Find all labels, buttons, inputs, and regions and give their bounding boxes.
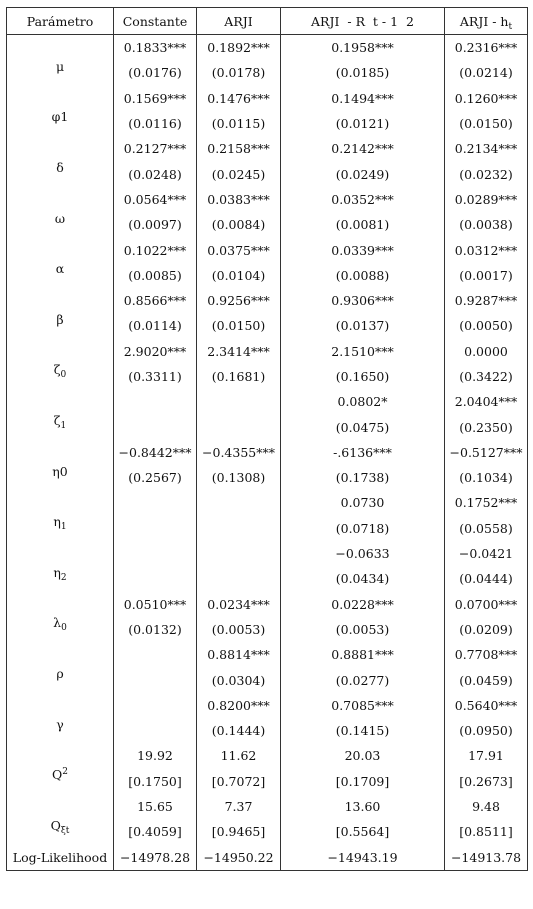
std-error-cell: (0.0121) [281, 111, 445, 136]
std-error-cell: (0.0718) [281, 516, 445, 541]
parameter-cell [7, 642, 114, 693]
table-row [7, 743, 528, 768]
std-error-cell: (0.0214) [445, 60, 528, 85]
estimate-cell: 2.0404*** [445, 389, 528, 414]
std-error-cell [114, 667, 197, 692]
estimate-cell: 0.1476*** [197, 86, 281, 111]
std-error-cell: (0.0050) [445, 313, 528, 338]
std-error-cell: [0.4059] [114, 819, 197, 844]
parameter-cell [7, 389, 114, 440]
parameter-cell [7, 794, 114, 845]
estimate-cell: 0.7085*** [281, 693, 445, 718]
parameter-symbol: μ [55, 58, 65, 74]
std-error-cell: (0.0304) [197, 667, 281, 692]
std-error-cell: (0.0150) [197, 313, 281, 338]
estimate-cell: 13.60 [281, 794, 445, 819]
table-row [7, 35, 528, 61]
estimate-cell: 0.9287*** [445, 288, 528, 313]
estimate-cell: 0.8881*** [281, 642, 445, 667]
std-error-cell: (0.0150) [445, 111, 528, 136]
std-error-cell: (0.0176) [114, 60, 197, 85]
std-error-cell: (0.0097) [114, 212, 197, 237]
std-error-cell: (0.0249) [281, 161, 445, 186]
std-error-cell: (0.0434) [281, 566, 445, 591]
std-error-cell: (0.1681) [197, 364, 281, 389]
std-error-cell: (0.0277) [281, 667, 445, 692]
estimate-cell: 15.65 [114, 794, 197, 819]
std-error-cell [114, 718, 197, 743]
std-error-cell [114, 516, 197, 541]
estimate-cell: 0.0234*** [197, 592, 281, 617]
estimate-cell: 0.0352*** [281, 187, 445, 212]
estimate-cell: 11.62 [197, 743, 281, 768]
std-error-cell: (0.0248) [114, 161, 197, 186]
estimate-cell: −0.4355*** [197, 440, 281, 465]
estimate-cell: 0.0730 [281, 490, 445, 515]
std-error-cell: (0.0558) [445, 516, 528, 541]
std-error-cell: [0.1750] [114, 769, 197, 794]
table-row [7, 136, 528, 161]
estimate-cell: 17.91 [445, 743, 528, 768]
header-constante: Constante [114, 8, 197, 35]
std-error-cell [197, 516, 281, 541]
std-error-cell: [0.9465] [197, 819, 281, 844]
table-row [7, 794, 528, 819]
estimate-cell: 19.92 [114, 743, 197, 768]
std-error-cell: (0.0104) [197, 263, 281, 288]
estimate-cell [197, 490, 281, 515]
estimate-cell: 0.9256*** [197, 288, 281, 313]
parameter-cell [7, 490, 114, 541]
table-row [7, 440, 528, 465]
parameter-symbol: η0 [52, 463, 68, 479]
estimate-cell [114, 490, 197, 515]
estimate-cell: 0.0000 [445, 339, 528, 364]
estimate-cell: −0.8442*** [114, 440, 197, 465]
estimate-cell: 0.0375*** [197, 237, 281, 262]
parameter-cell [7, 541, 114, 592]
parameter-subscript: 2 [60, 572, 67, 583]
header-arji-r: ARJI - R t - 1 2 [281, 8, 445, 35]
parameter-symbol: ω [54, 210, 66, 226]
estimate-cell: 0.0228*** [281, 592, 445, 617]
estimate-cell: 9.48 [445, 794, 528, 819]
parameter-symbol: Q [50, 817, 61, 833]
loglik-value: −14913.78 [445, 845, 528, 871]
estimate-cell: 0.0339*** [281, 237, 445, 262]
estimate-cell: −0.5127*** [445, 440, 528, 465]
std-error-cell: (0.0088) [281, 263, 445, 288]
std-error-cell: (0.3422) [445, 364, 528, 389]
estimate-cell: 0.1494*** [281, 86, 445, 111]
header-arji: ARJI [197, 8, 281, 35]
std-error-cell: (0.0245) [197, 161, 281, 186]
parameter-symbol: η [53, 564, 61, 580]
estimate-cell [197, 541, 281, 566]
std-error-cell [197, 414, 281, 439]
table-row [7, 237, 528, 262]
std-error-cell: (0.0132) [114, 617, 197, 642]
std-error-cell: (0.0475) [281, 414, 445, 439]
std-error-cell: (0.0081) [281, 212, 445, 237]
estimate-cell: 0.2127*** [114, 136, 197, 161]
estimate-cell [114, 389, 197, 414]
estimate-cell: 20.03 [281, 743, 445, 768]
loglik-value: −14943.19 [281, 845, 445, 871]
estimate-cell: 0.1022*** [114, 237, 197, 262]
parameter-cell [7, 693, 114, 744]
estimate-cell: 0.2158*** [197, 136, 281, 161]
estimate-cell: 0.2142*** [281, 136, 445, 161]
parameter-subscript: 1 [60, 522, 67, 533]
table-row [7, 187, 528, 212]
parameter-cell [7, 743, 114, 794]
std-error-cell: (0.1444) [197, 718, 281, 743]
std-error-cell: (0.0084) [197, 212, 281, 237]
estimate-cell: 0.1833*** [114, 35, 197, 61]
estimate-cell: 0.1569*** [114, 86, 197, 111]
std-error-cell: (0.0085) [114, 263, 197, 288]
estimate-cell: 0.1892*** [197, 35, 281, 61]
estimate-cell: 0.0802* [281, 389, 445, 414]
parameter-subscript: 0 [61, 623, 67, 634]
estimate-cell [114, 642, 197, 667]
estimate-cell: 0.0383*** [197, 187, 281, 212]
std-error-cell: (0.3311) [114, 364, 197, 389]
estimate-cell: 0.0312*** [445, 237, 528, 262]
std-error-cell: (0.2350) [445, 414, 528, 439]
std-error-cell: (0.0137) [281, 313, 445, 338]
parameter-cell [7, 592, 114, 643]
parameter-subscript: ξt [60, 825, 70, 836]
parameter-cell [7, 237, 114, 288]
std-error-cell: (0.0115) [197, 111, 281, 136]
parameter-cell [7, 86, 114, 137]
std-error-cell: (0.0950) [445, 718, 528, 743]
std-error-cell: [0.8511] [445, 819, 528, 844]
estimate-cell: 0.8814*** [197, 642, 281, 667]
header-arji-h: ARJI - $h_t$ [445, 8, 528, 35]
estimate-cell: 0.8566*** [114, 288, 197, 313]
parameter-superscript: 2 [62, 767, 68, 778]
parameter-symbol: η [53, 514, 61, 530]
estimate-cell: 0.7708*** [445, 642, 528, 667]
std-error-cell: (0.2567) [114, 465, 197, 490]
parameter-symbol: φ1 [51, 109, 69, 125]
table-row [7, 490, 528, 515]
parameter-symbol: β [56, 311, 64, 327]
parameter-symbol: γ [56, 716, 64, 732]
std-error-cell: (0.0053) [281, 617, 445, 642]
std-error-cell: [0.7072] [197, 769, 281, 794]
std-error-cell: [0.1709] [281, 769, 445, 794]
estimate-cell: 0.2134*** [445, 136, 528, 161]
estimate-cell: 0.1752*** [445, 490, 528, 515]
loglik-row [7, 845, 528, 871]
parameter-symbol: λ [53, 615, 62, 631]
estimate-cell: 0.9306*** [281, 288, 445, 313]
parameter-symbol: Q [52, 767, 63, 783]
table-row [7, 339, 528, 364]
std-error-cell: (0.1308) [197, 465, 281, 490]
estimate-cell: −0.0421 [445, 541, 528, 566]
std-error-cell: (0.0185) [281, 60, 445, 85]
std-error-cell: (0.0116) [114, 111, 197, 136]
std-error-cell: (0.0444) [445, 566, 528, 591]
std-error-cell: [0.2673] [445, 769, 528, 794]
std-error-cell: (0.1738) [281, 465, 445, 490]
table-row [7, 592, 528, 617]
std-error-cell [114, 566, 197, 591]
std-error-cell [197, 566, 281, 591]
estimate-cell: 0.0289*** [445, 187, 528, 212]
std-error-cell: (0.1415) [281, 718, 445, 743]
estimate-cell: 0.0564*** [114, 187, 197, 212]
parameter-cell [7, 136, 114, 187]
table-row [7, 541, 528, 566]
parameter-symbol: ζ [53, 362, 61, 378]
std-error-cell: (0.1650) [281, 364, 445, 389]
parameter-symbol: ζ [53, 412, 61, 428]
parameter-symbol: α [55, 261, 65, 277]
parameter-symbol: ρ [56, 665, 64, 681]
estimate-cell: 2.9020*** [114, 339, 197, 364]
estimate-cell [197, 389, 281, 414]
estimate-cell: 2.3414*** [197, 339, 281, 364]
parameter-cell [7, 187, 114, 238]
std-error-cell [114, 414, 197, 439]
estimate-cell: −0.0633 [281, 541, 445, 566]
header-row [7, 8, 528, 35]
estimate-cell: 0.2316*** [445, 35, 528, 61]
std-error-cell: (0.0178) [197, 60, 281, 85]
estimate-cell: 7.37 [197, 794, 281, 819]
loglik-label: Log-Likelihood [7, 845, 114, 871]
estimate-cell: -.6136*** [281, 440, 445, 465]
header-parametro: Parámetro [7, 8, 114, 35]
std-error-cell: (0.0038) [445, 212, 528, 237]
std-error-cell: (0.0053) [197, 617, 281, 642]
std-error-cell: (0.0232) [445, 161, 528, 186]
table-row [7, 288, 528, 313]
parameter-subscript: 0 [60, 370, 67, 381]
loglik-value: −14950.22 [197, 845, 281, 871]
table-row [7, 86, 528, 111]
estimate-cell [114, 541, 197, 566]
estimate-cell: 0.0510*** [114, 592, 197, 617]
results-table-wrapper [6, 7, 527, 871]
estimate-cell [114, 693, 197, 718]
estimate-cell: 0.0700*** [445, 592, 528, 617]
parameter-cell [7, 339, 114, 390]
parameter-cell [7, 35, 114, 86]
std-error-cell: (0.0114) [114, 313, 197, 338]
table-row [7, 693, 528, 718]
table-row [7, 642, 528, 667]
parameter-cell [7, 440, 114, 491]
std-error-cell: (0.1034) [445, 465, 528, 490]
std-error-cell: (0.0017) [445, 263, 528, 288]
table-row [7, 389, 528, 414]
results-table [6, 7, 528, 871]
estimate-cell: 0.1958*** [281, 35, 445, 61]
std-error-cell: (0.0209) [445, 617, 528, 642]
parameter-symbol: δ [56, 159, 64, 175]
estimate-cell: 2.1510*** [281, 339, 445, 364]
std-error-cell: (0.0459) [445, 667, 528, 692]
loglik-value: −14978.28 [114, 845, 197, 871]
table-body [7, 35, 528, 871]
estimate-cell: 0.8200*** [197, 693, 281, 718]
estimate-cell: 0.1260*** [445, 86, 528, 111]
parameter-subscript: 1 [60, 420, 67, 431]
std-error-cell: [0.5564] [281, 819, 445, 844]
parameter-cell [7, 288, 114, 339]
estimate-cell: 0.5640*** [445, 693, 528, 718]
